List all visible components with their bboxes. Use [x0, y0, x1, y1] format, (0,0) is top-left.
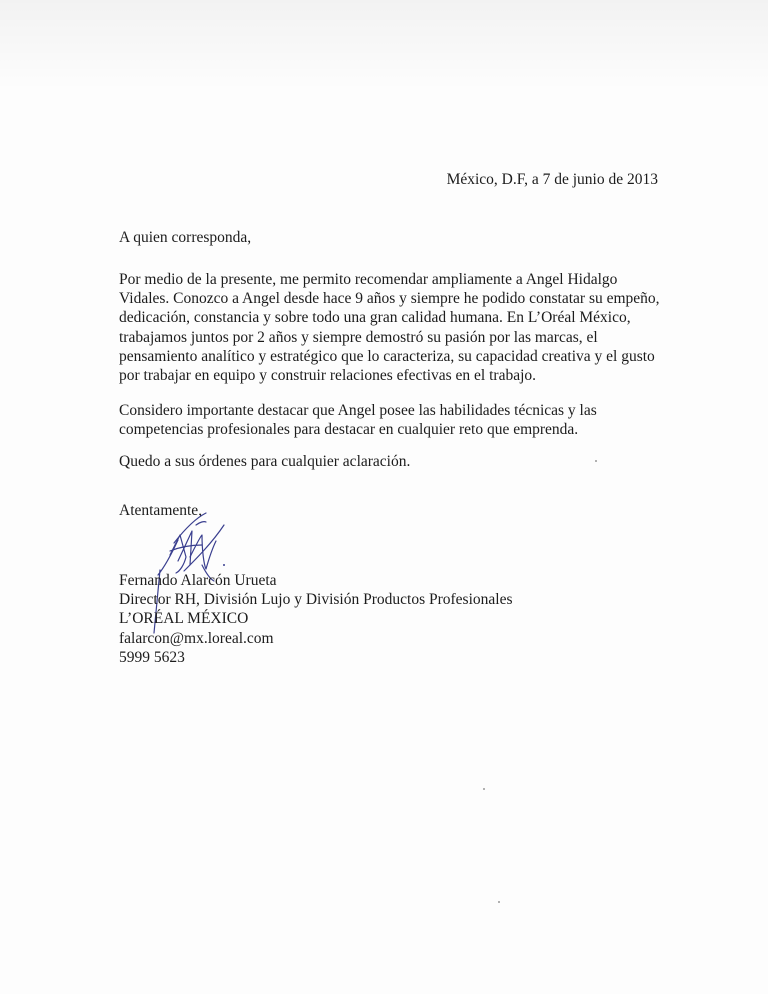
signer-company: L’ORÉAL MÉXICO [119, 610, 249, 628]
letter-paragraph-3: Quedo a sus órdenes para cualquier aclaración. [119, 453, 411, 470]
scan-speck [483, 788, 485, 790]
letter-salutation: A quien corresponda, [119, 229, 252, 246]
signer-name: Fernando Alarcón Urueta [119, 572, 277, 589]
letter-date: México, D.F, a 7 de junio de 2013 [446, 171, 658, 188]
signer-email: falarcon@mx.loreal.com [119, 629, 274, 647]
scan-shading [0, 0, 768, 90]
scan-speck [595, 460, 597, 462]
letter-paragraph-1: Por medio de la presente, me permito recomendar ampliamente a Angel Hidalgo Vidales. Conozco a Angel desde hace 9 años y siempre he podido constatar su empeño, dedicación, constancia y sobre todo una gran calidad humana. En L’Oréal México, trabajamos juntos por 2 años y siempre demostró su pasión por las marcas, el pensamiento analítico y estratégico que lo caracteriza, su capacidad creativa y el gusto por trabajar en equipo y construir relaciones efectivas en el trabajo. [119, 271, 660, 385]
letter-paragraph-2: Considero importante destacar que Angel posee las habilidades técnicas y las competencias profesionales para destacar en cualquier reto que emprenda. [119, 402, 597, 439]
signer-title: Director RH, División Lujo y División Productos Profesionales [119, 591, 513, 609]
signer-phone: 5999 5623 [119, 648, 185, 666]
letter-closing: Atentamente, [119, 502, 203, 519]
signer-block [119, 571, 513, 667]
scan-speck [498, 901, 500, 903]
